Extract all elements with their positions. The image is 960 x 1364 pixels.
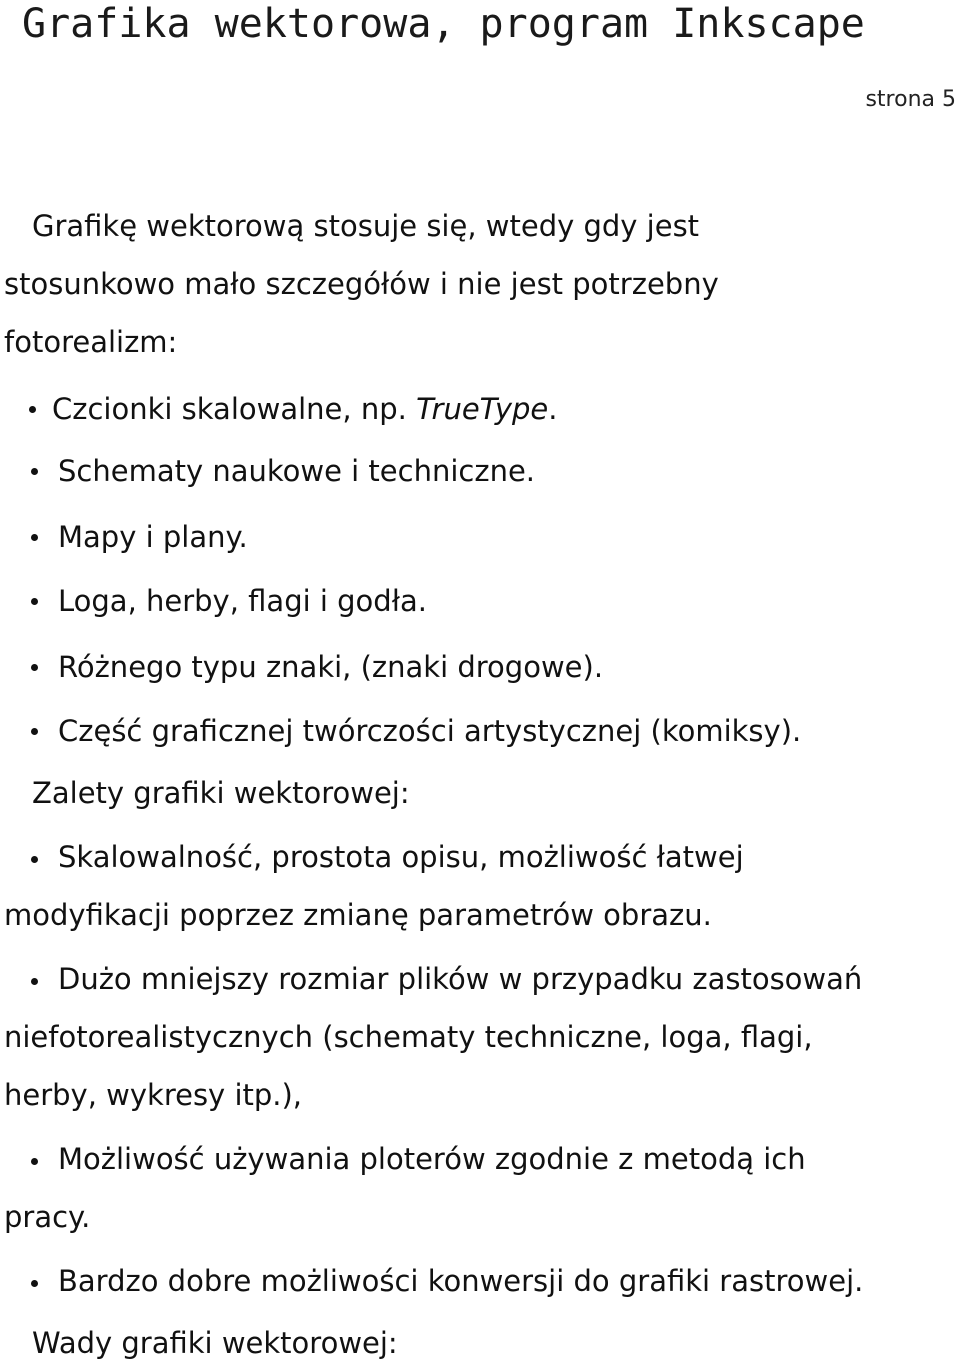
list-item: Schematy naukowe i techniczne.	[58, 454, 536, 488]
list-item-emphasis: TrueType	[416, 392, 549, 426]
bullet-icon	[31, 978, 38, 985]
list-item: Możliwość używania ploterów zgodnie z metodą ich	[58, 1142, 806, 1176]
list-item-continuation: pracy.	[4, 1200, 91, 1234]
intro-line: stosunkowo mało szczegółów i nie jest potrzebny	[4, 267, 719, 301]
intro-line: Grafikę wektorową stosuje się, wtedy gdy jest	[32, 209, 700, 243]
bullet-icon	[29, 406, 36, 413]
bullet-icon	[31, 728, 38, 735]
intro-line: fotorealizm:	[4, 325, 178, 359]
list-item: Loga, herby, flagi i godła.	[58, 584, 427, 618]
bullet-icon	[31, 664, 38, 671]
bullet-icon	[31, 468, 38, 475]
list-item: Bardzo dobre możliwości konwersji do grafiki rastrowej.	[58, 1264, 864, 1298]
page-number: strona 5	[865, 87, 956, 112]
list-item-text: .	[548, 392, 558, 426]
bullet-icon	[31, 598, 38, 605]
list-item-continuation: modyfikacji poprzez zmianę parametrów obrazu.	[4, 898, 712, 932]
section-heading-disadvantages: Wady grafiki wektorowej:	[32, 1326, 398, 1360]
bullet-icon	[31, 1158, 38, 1165]
list-item: Różnego typu znaki, (znaki drogowe).	[58, 650, 604, 684]
list-item-text: Czcionki skalowalne, np.	[52, 392, 417, 426]
list-item-continuation: niefotorealistycznych (schematy techniczne, loga, flagi,	[4, 1020, 813, 1054]
list-item: Mapy i plany.	[58, 520, 248, 554]
bullet-icon	[31, 1280, 38, 1287]
bullet-icon	[31, 856, 38, 863]
section-heading-advantages: Zalety grafiki wektorowej:	[32, 776, 410, 810]
list-item: Część graficznej twórczości artystycznej (komiksy).	[58, 714, 802, 748]
list-item: Dużo mniejszy rozmiar plików w przypadku zastosowań	[58, 962, 863, 996]
bullet-icon	[31, 534, 38, 541]
list-item	[52, 391, 558, 427]
list-item-continuation: herby, wykresy itp.),	[4, 1078, 303, 1112]
page-title: Grafika wektorowa, program Inkscape	[22, 1, 865, 47]
list-item: Skalowalność, prostota opisu, możliwość łatwej	[58, 840, 744, 874]
